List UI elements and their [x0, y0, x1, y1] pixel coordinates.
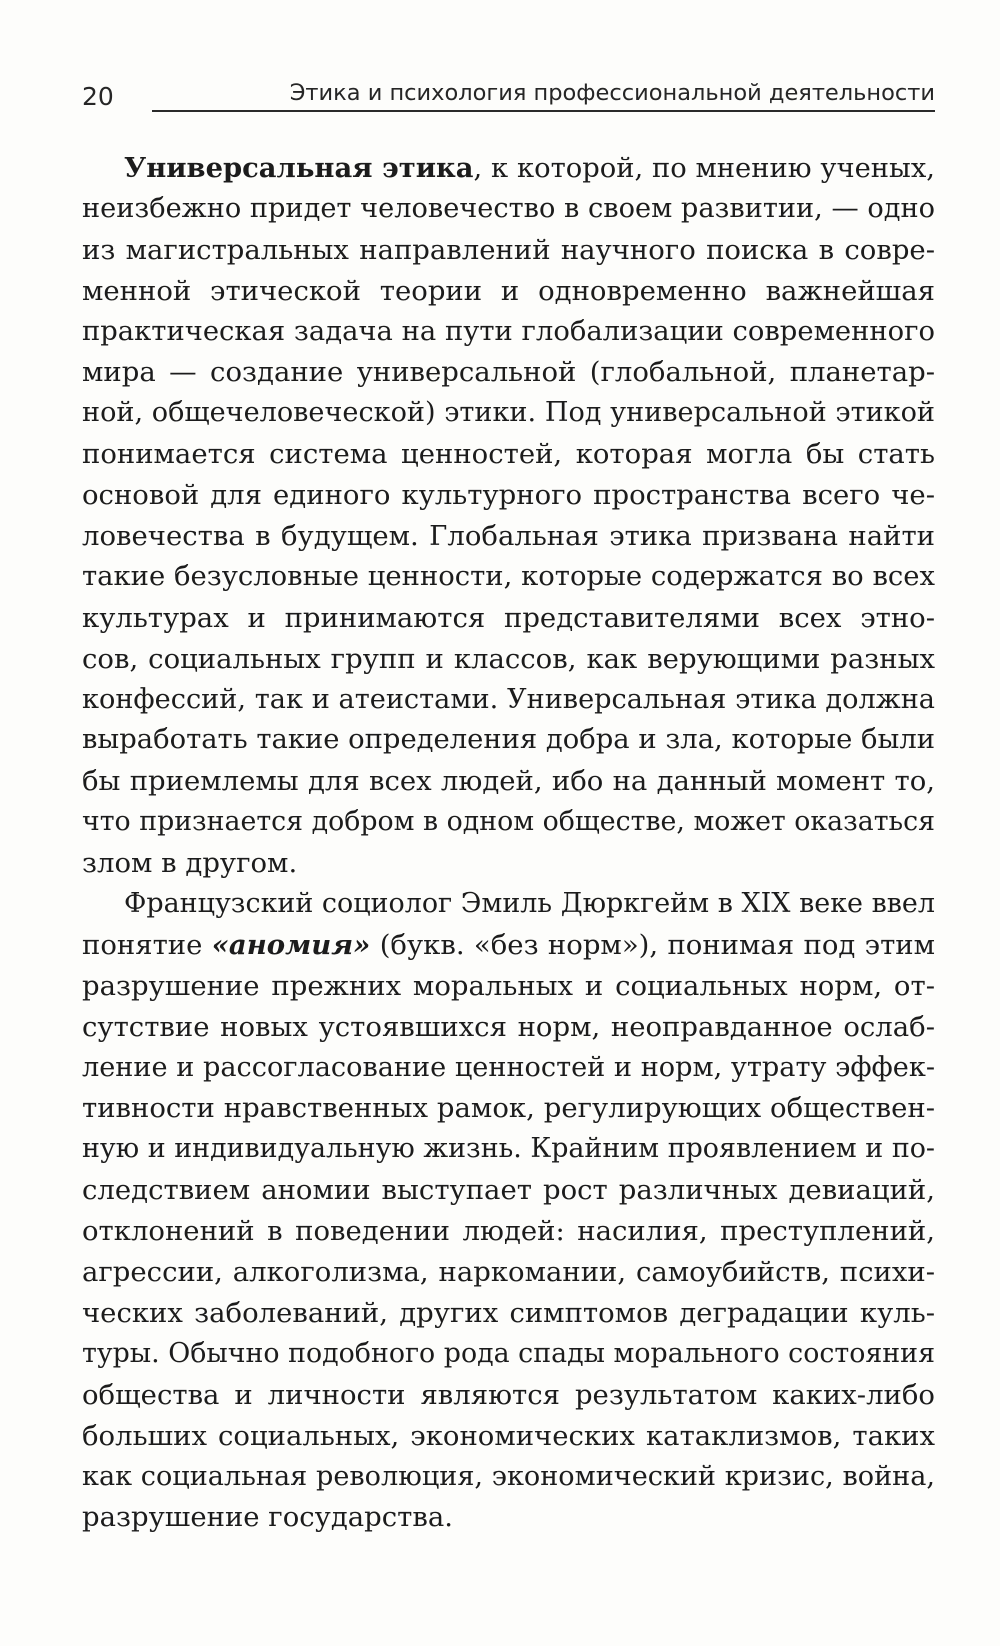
text-line: ление и рассогласование ценностей и норм, утрату эффек-	[82, 1051, 935, 1083]
header-rule	[152, 110, 935, 112]
term-anomie: «аномия»	[211, 928, 371, 961]
text-line: конфессий, так и атеистами. Универсальная этика должна	[82, 683, 935, 715]
paragraph-anomie	[82, 884, 935, 1538]
running-header	[82, 78, 935, 114]
page-number: 20	[82, 82, 114, 111]
text-line: больших социальных, экономических катаклизмов, таких	[82, 1419, 935, 1452]
text-line: разрушение прежних моральных и социальных норм, от-	[82, 969, 935, 1002]
text-line: следствием аномии выступает рост различных девиаций,	[82, 1174, 935, 1207]
text-line: ной, общечеловеческой) этики. Под универсальной этикой	[82, 397, 935, 429]
text-line: отклонений в поведении людей: насилия, преступлений,	[82, 1215, 935, 1248]
text-line: тивности нравственных рамок, регулирующих обществен-	[82, 1092, 935, 1125]
text-line: ловечества в будущем. Глобальная этика призвана найти	[82, 520, 935, 553]
text-line: понимается система ценностей, которая могла бы стать	[82, 438, 935, 471]
text-line: бы приемлемы для всех людей, ибо на данный момент то,	[82, 765, 935, 798]
text-line	[82, 925, 935, 966]
text-line: сов, социальных групп и классов, как верующими разных	[82, 642, 935, 675]
text-line: Французский социолог Эмиль Дюркгейм в XIX веке ввел	[124, 888, 935, 920]
text-fragment: , к которой, по мнению ученых,	[473, 153, 935, 184]
text-fragment: (букв. «без норм»), понимая под этим	[370, 928, 935, 961]
text-line: как социальная революция, экономический кризис, война,	[82, 1460, 935, 1492]
text-line: туры. Обычно подобного рода спады морального состояния	[82, 1337, 935, 1369]
text-fragment: понятие	[82, 928, 212, 961]
body-text	[82, 148, 935, 1538]
text-line: практическая задача на пути глобализации современного	[82, 315, 935, 347]
paragraph-universal-ethics	[82, 148, 935, 884]
text-line: злом в другом.	[82, 847, 298, 880]
text-line: разрушение государства.	[82, 1501, 454, 1534]
text-line: мира — создание универсальной (глобальной, планетар-	[82, 356, 935, 389]
text-line: из магистральных направлений научного поиска в совре-	[82, 233, 935, 266]
text-line: такие безусловные ценности, которые содержатся во всех	[82, 560, 935, 592]
text-line: что признается добром в одном обществе, может оказаться	[82, 806, 935, 838]
text-line: агрессии, алкоголизма, наркомании, самоубийств, психи-	[82, 1256, 935, 1289]
running-title: Этика и психология профессиональной деятельности	[289, 80, 935, 106]
text-line: сутствие новых устоявшихся норм, неоправданное ослаб-	[82, 1010, 935, 1043]
text-line: ческих заболеваний, других симптомов деградации куль-	[82, 1296, 935, 1329]
text-line: ную и индивидуальную жизнь. Крайним проявлением и по-	[82, 1133, 935, 1165]
text-line: основой для единого культурного пространства всего че-	[82, 479, 935, 512]
text-line: культурах и принимаются представителями всех этно-	[82, 601, 935, 634]
text-line: выработать такие определения добра и зла, которые были	[82, 724, 935, 756]
text-line	[82, 148, 935, 189]
term-universal-ethics: Универсальная этика	[124, 152, 474, 184]
text-line: неизбежно придет человечество в своем развитии, — одно	[82, 192, 935, 224]
text-line: менной этической теории и одновременно важнейшая	[82, 274, 935, 307]
text-line: общества и личности являются результатом каких-либо	[82, 1378, 935, 1411]
